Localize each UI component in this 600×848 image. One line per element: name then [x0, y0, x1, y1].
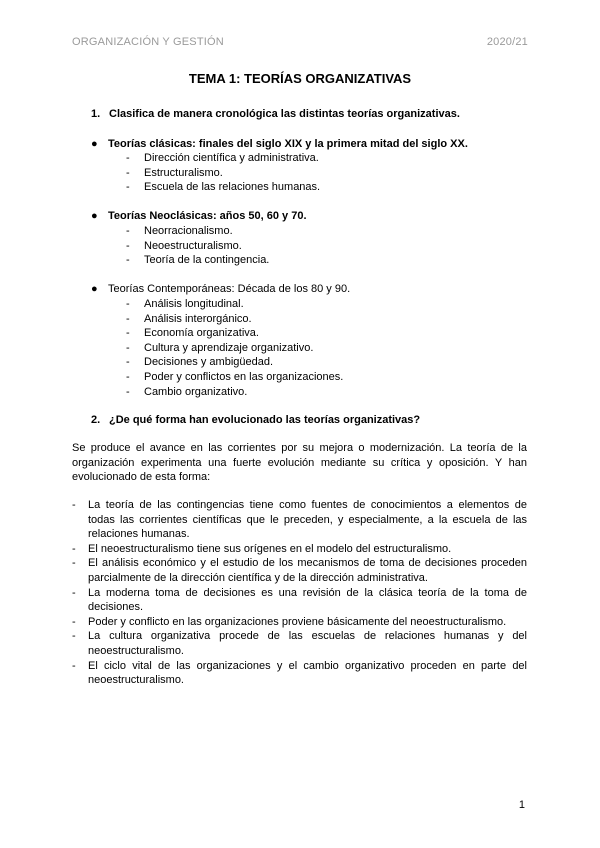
list-item: - La cultura organizativa procede de las escuelas de relaciones humanas y del neoestructuralismo. — [72, 629, 527, 658]
question-text: ¿De qué forma han evolucionado las teorías organizativas? — [109, 414, 421, 426]
list-item: - Decisiones y ambigüedad. — [126, 355, 343, 370]
list-item: - Neoestructuralismo. — [126, 239, 269, 254]
list-item: - Análisis longitudinal. — [126, 297, 343, 312]
header-course: ORGANIZACIÓN Y GESTIÓN — [72, 36, 224, 48]
question-text: Clasifica de manera cronológica las distintas teorías organizativas. — [109, 108, 460, 120]
list-item: - Escuela de las relaciones humanas. — [126, 180, 320, 195]
group-label: Teorías clásicas: finales del siglo XIX y la primera mitad del siglo XX. — [108, 138, 468, 150]
list-item: - Economía organizativa. — [126, 326, 343, 341]
group-neoclassic-list — [126, 224, 269, 268]
list-item: - El neoestructuralismo tiene sus orígenes en el modelo del estructuralismo. — [72, 542, 527, 557]
list-item: - La moderna toma de decisiones es una revisión de la clásica teoría de la toma de decisiones. — [72, 586, 527, 615]
group-classic — [91, 138, 468, 150]
list-item: - Neorracionalismo. — [126, 224, 269, 239]
group-neoclassic — [91, 210, 307, 222]
page-number: 1 — [518, 799, 525, 811]
list-item: - La teoría de las contingencias tiene como fuentes de conocimientos a elementos de todas las corrientes científicas que le preceden, y especialmente, a la escuela de las relaciones humanas. — [72, 498, 527, 542]
list-item: - El análisis económico y el estudio de los mecanismos de toma de decisiones proceden parcialmente de la dirección científica y de la dirección administrativa. — [72, 556, 527, 585]
group-contemporary — [91, 283, 350, 295]
list-item: - Estructuralismo. — [126, 166, 320, 181]
group-label: Teorías Contemporáneas: Década de los 80 y 90. — [108, 283, 351, 295]
bullet-icon: ● — [91, 138, 98, 150]
page-title: TEMA 1: TEORÍAS ORGANIZATIVAS — [188, 71, 412, 86]
list-item: - Poder y conflicto en las organizaciones proviene básicamente del neoestructuralismo. — [72, 615, 527, 630]
list-item: - Cultura y aprendizaje organizativo. — [126, 341, 343, 356]
bullet-icon: ● — [91, 283, 98, 295]
answer-paragraph: Se produce el avance en las corrientes por su mejora o modernización. La teoría de la organización experimenta una fuerte evolución mediante su crítica y oposición. Y han evolucionado de esta forma: — [72, 442, 527, 484]
list-item: - El ciclo vital de las organizaciones y el cambio organizativo proceden en parte del neoestructuralismo. — [72, 659, 527, 688]
evolution-list — [72, 498, 527, 688]
list-item: - Teoría de la contingencia. — [126, 253, 269, 268]
header-year: 2020/21 — [486, 36, 528, 48]
list-item: - Poder y conflictos en las organizaciones. — [126, 370, 343, 385]
question-2 — [91, 414, 420, 426]
question-number: 2. — [91, 414, 101, 426]
group-label: Teorías Neoclásicas: años 50, 60 y 70. — [108, 210, 307, 222]
list-item: - Análisis interorgánico. — [126, 312, 343, 327]
question-1 — [91, 108, 460, 120]
group-contemporary-list — [126, 297, 343, 399]
question-number: 1. — [91, 108, 101, 120]
bullet-icon: ● — [91, 210, 98, 222]
list-item: - Cambio organizativo. — [126, 385, 343, 400]
group-classic-list — [126, 151, 320, 195]
list-item: - Dirección científica y administrativa. — [126, 151, 320, 166]
